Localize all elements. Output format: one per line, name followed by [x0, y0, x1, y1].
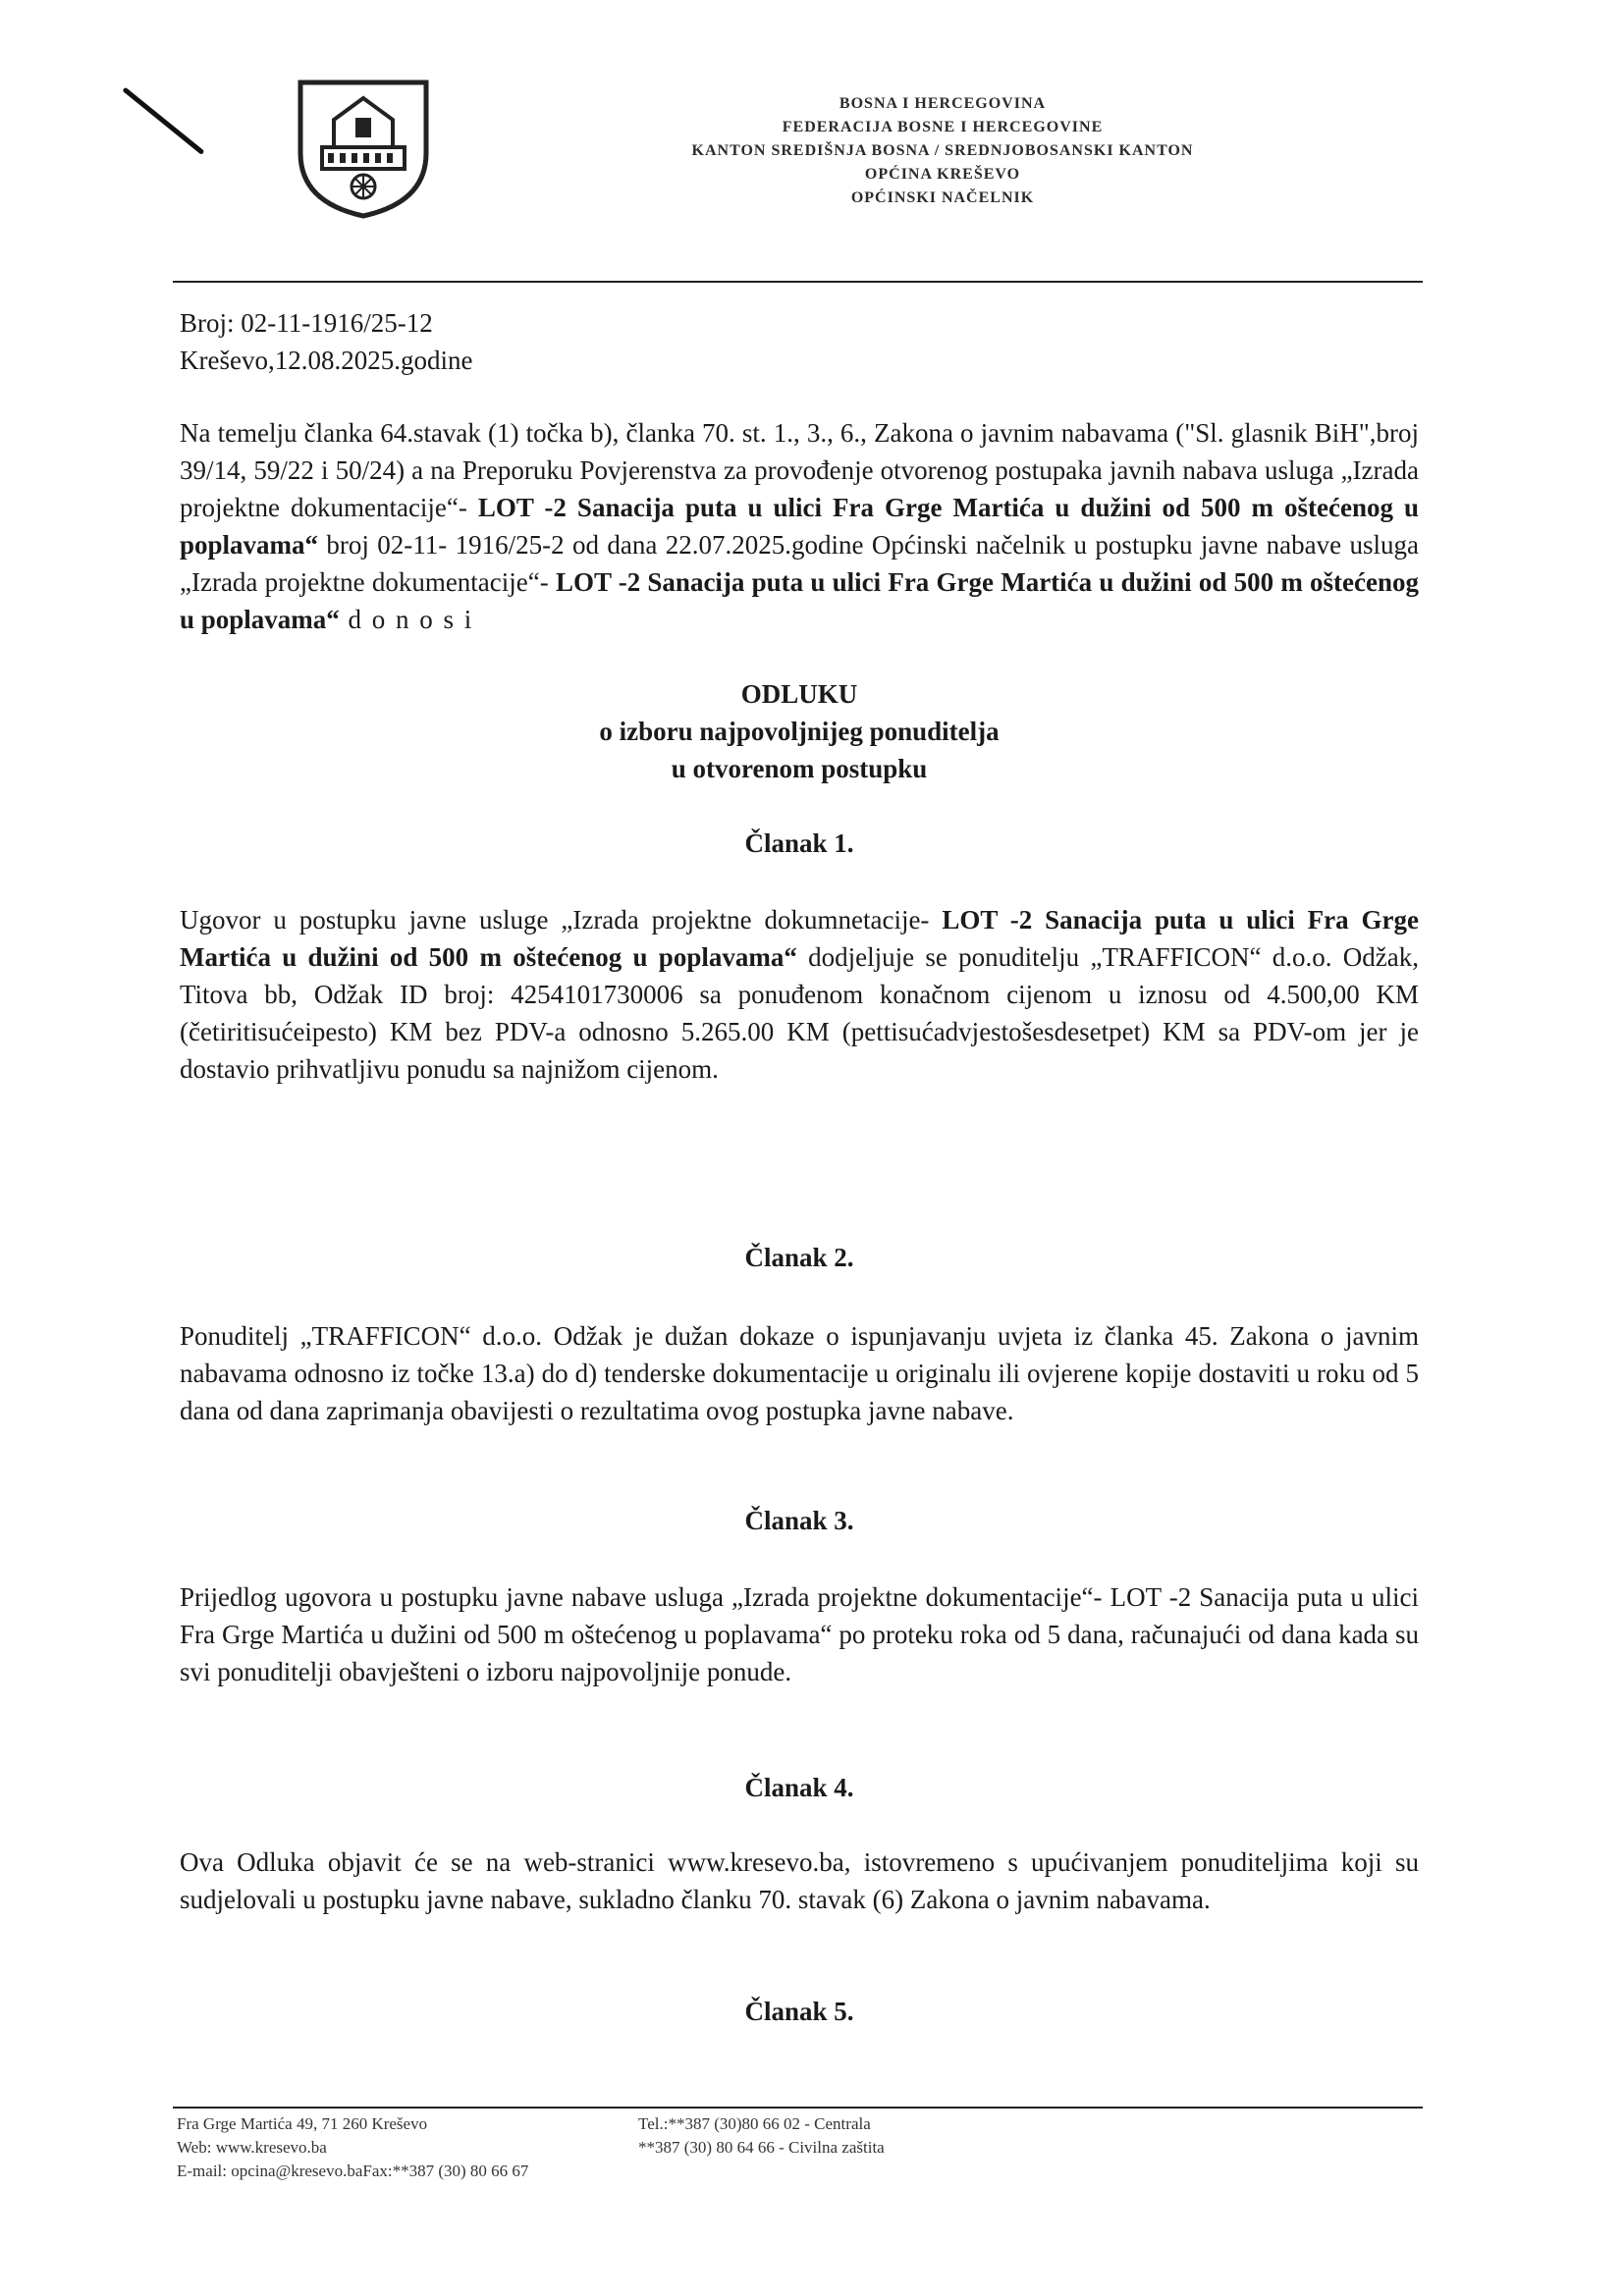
intro-paragraph — [180, 414, 1419, 638]
header-line-municipality: OPĆINA KREŠEVO — [864, 166, 1021, 183]
place-date: Kreševo,12.08.2025.godine — [180, 346, 473, 375]
decision-subtitle-1: o izboru najpovoljnijeg ponuditelja — [599, 717, 1000, 746]
article-1-bold: LOT -2 Sanacija puta u ulici Fra Grge Martića u dužini od 500 m oštećenog u poplavama“ — [180, 905, 1419, 972]
footer-address: Fra Grge Martića 49, 71 260 Kreševo — [177, 2114, 428, 2133]
article-4-text: Ova Odluka objavit će se na web-stranici www.kresevo.ba, istovremeno s upućivanjem ponuditeljima koji su sudjelovali u postupku javne nabave, sukladno članku 70. stavak (6) Zakona o javnim nabavama. — [180, 1847, 1419, 1914]
header-line-office: OPĆINSKI NAČELNIK — [850, 189, 1035, 206]
article-1-text — [180, 901, 1419, 1088]
intro-text-1: Na temelju članka 64.stavak (1) točka b), članka 70. st. 1., 3., 6., Zakona o javnim nabavama ("Sl. glasnik BiH",broj 39/14, 59/22 i 50/24) a na Preporuku Povjerenstva za provođenje otvorenog postupaka javnih nabava usluga „Izrada projektne dokumentacije“- — [180, 418, 1419, 522]
header-line-canton: KANTON SREDIŠNJA BOSNA / SREDNJOBOSANSKI KANTON — [691, 142, 1194, 159]
document-meta — [180, 304, 472, 379]
article-5-heading: Članak 5. — [744, 1997, 854, 2026]
intro-text-2: broj 02-11- 1916/25-2 od dana 22.07.2025.godine Općinski načelnik u postupku javne nabave usluga „Izrada projektne dokumentacije“- — [180, 530, 1419, 597]
article-1-text-2: dodjeljuje se ponuditelju „TRAFFICON“ d.o.o. Odžak, Titova bb, Odžak ID broj: 4254101730006 sa ponuđenom konačnom cijenom u iznosu od 4.500,00 KM (četiritisućeipesto) KM bez PDV-a odnosno 5.265.00 KM (pettisućadvjestošesdesetpet) KM sa PDV-om jer je dostavio prihvatljivu ponudu sa najnižom cijenom. — [180, 942, 1420, 1084]
footer-web: Web: www.kresevo.ba — [177, 2138, 327, 2157]
article-3-heading: Članak 3. — [744, 1506, 854, 1535]
intro-bold-2: LOT -2 Sanacija puta u ulici Fra Grge Martića u dužini od 500 m oštećenog u poplavama“ — [180, 567, 1419, 634]
article-2-text: Ponuditelj „TRAFFICON“ d.o.o. Odžak je dužan dokaze o ispunjavanju uvjeta iz članka 45. Zakona o javnim nabavama odnosno iz točke 13.a) do d) tenderske dokumentacije u originalu ili ovjerene kopije dostaviti u roku od 5 dana od dana zaprimanja obavijesti o rezultatima ovog postupka javne nabave. — [180, 1321, 1419, 1425]
municipality-crest-icon — [295, 77, 432, 219]
footer-divider — [173, 2107, 1423, 2109]
header-line-country: BOSNA I HERCEGOVINA — [839, 95, 1047, 112]
intro-text-3: d o n o s i — [339, 605, 474, 634]
decision-title: ODLUKU — [740, 679, 858, 709]
header-line-federation: FEDERACIJA BOSNE I HERCEGOVINE — [782, 119, 1104, 135]
footer-email: E-mail: opcina@kresevo.baFax:**387 (30) 80 66 67 — [177, 2162, 529, 2180]
pen-stroke-mark — [122, 87, 204, 155]
article-1-text-1: Ugovor u postupku javne usluge „Izrada projektne dokumnetacije- — [180, 905, 943, 934]
decision-subtitle-2: u otvorenom postupku — [671, 754, 928, 783]
article-2-heading: Članak 2. — [744, 1243, 854, 1272]
article-1-heading: Članak 1. — [744, 828, 854, 858]
article-3-text: Prijedlog ugovora u postupku javne nabave usluga „Izrada projektne dokumentacije“- LOT -2 Sanacija puta u ulici Fra Grge Martića u dužini od 500 m oštećenog u poplavama“ po proteku roka od 5 dana, računajući od dana kada su svi ponuditelji obavješteni o izboru najpovoljnije ponude. — [180, 1582, 1419, 1686]
footer-tel-central: Tel.:**387 (30)80 66 02 - Centrala — [638, 2114, 871, 2133]
article-4-heading: Članak 4. — [744, 1773, 854, 1802]
footer-tel-civil: **387 (30) 80 64 66 - Civilna zaštita — [638, 2138, 885, 2157]
footer-contact-left — [177, 2112, 528, 2183]
reference-number: Broj: 02-11-1916/25-12 — [180, 308, 433, 338]
footer-contact-right — [638, 2112, 885, 2160]
header-divider — [173, 281, 1423, 283]
letterhead — [491, 92, 1394, 210]
intro-bold-1: LOT -2 Sanacija puta u ulici Fra Grge Martića u dužini od 500 m oštećenog u poplavama“ — [180, 493, 1419, 560]
